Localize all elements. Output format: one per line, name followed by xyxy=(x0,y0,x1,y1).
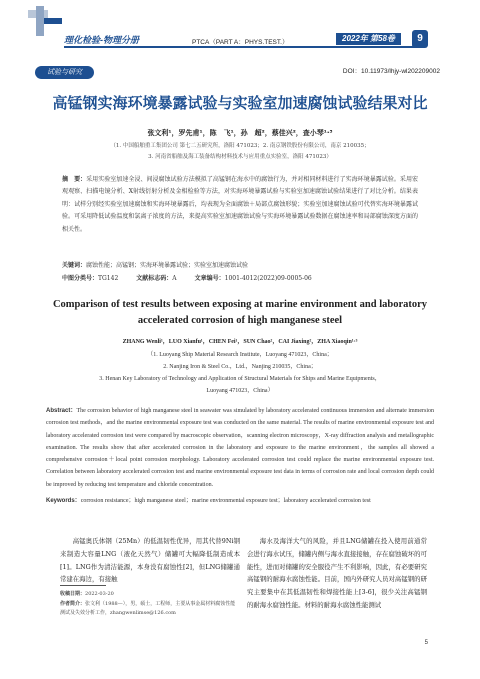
clc-label: 中图分类号： xyxy=(62,275,99,282)
journal-logo-icon xyxy=(28,6,62,36)
keywords-cn-text: 腐蚀性能；高锰钢；实海环境暴露试验；实验室加速腐蚀试验 xyxy=(86,262,249,269)
received-label: 收稿日期： xyxy=(60,591,86,597)
clc-value: TG142 xyxy=(98,275,119,282)
keywords-cn-label: 关键词： xyxy=(62,262,87,269)
article-number-value: 1001-4012(2022)09-0005-06 xyxy=(224,275,312,282)
affiliation-cn-line: （1. 中国船舶重工集团公司 第七二五研究所，洛阳 471023；2. 南京钢铁股份有限公司，南京 210035； xyxy=(110,143,370,149)
title-en: Comparison of test results between exposing at marine environment and laboratory accelerated corrosion of high manganese steel xyxy=(52,299,428,326)
footnote-rule xyxy=(60,585,106,586)
keywords-cn xyxy=(62,260,248,269)
abstract-cn-text: 采用实验室加速全浸、间浸腐蚀试验方法模拟了高锰钢在海水中的腐蚀行为，并对相同材料进行了实海环境暴露试验。采用宏观观察、扫描电镜分析、X射线衍射分析及金相检验等方法，对实海环境暴露试验与实验室加速腐蚀试验结果进行了对比分析。结果表明：试样分别经实验室加速腐蚀和实海环境暴露后，均表现为全面腐蚀＋局部点腐蚀形貌；实验室加速腐蚀试验可代替实海环境暴露试验。可采用降低试验温度和氯离子浓度的方法，来提高实验室加速腐蚀试验与实海环境暴露试验数据在腐蚀速率和局部腐蚀深度方面的相关性。 xyxy=(62,176,418,233)
article-number-label: 文章编号： xyxy=(194,275,225,282)
keywords-en-text: corrosion resistance；high manganese steel；marine environmental exposure test；laboratory accelerated corrosion test xyxy=(80,498,371,504)
title-cn: 高锰钢实海环境暴露试验与实验室加速腐蚀试验结果对比 xyxy=(52,94,428,112)
body-text-left: 高锰奥氏体钢（25Mn）的低温韧性优异，用其代替9Ni钢来制造大容量LNG（液化天然气）储罐可大幅降低制造成本[1]。LNG作为清洁能源，本身没有腐蚀性[2]，但LNG储罐通常建在海边，有接触 xyxy=(60,537,240,584)
affiliation-en-line: （1. Luoyang Ship Material Research Institute，Luoyang 471023，China； xyxy=(147,352,333,358)
authors-cn: 张文利¹，罗先甫¹，陈 飞¹，孙 超²，蔡佳兴²，查小琴¹·³ xyxy=(147,129,333,137)
issue-number-badge: 9 xyxy=(412,30,428,48)
abstract-en-label: Abstract： xyxy=(46,408,77,414)
affiliation-cn-line: 3. 河南省船舶及海工装备结构材料技术与应用重点实验室，洛阳 471023） xyxy=(148,154,332,160)
year-volume-badge: 2022年 第58卷 xyxy=(336,33,401,45)
abstract-en xyxy=(46,405,434,491)
affiliation-en-line: 2. Nanjing Iron & Steel Co.，Ltd.，Nanjing 210035，China； xyxy=(163,364,317,370)
article-meta-cn xyxy=(62,273,312,282)
author-bio-label: 作者简介： xyxy=(60,600,86,607)
affiliation-en-line: Luoyang 471023，China） xyxy=(206,388,274,394)
authors-en: ZHANG Wenli¹，LUO Xianfu¹，CHEN Fei¹，SUN Chao²，CAI Jiaxing²，ZHA Xiaoqin¹·³ xyxy=(122,339,358,345)
doc-code-label: 文献标志码： xyxy=(136,275,173,282)
abstract-en-text: The corrosion behavior of high manganese steel in seawater was simulated by laboratory accelerated continuous immersion and alternate immersion corrosion test methods，and the marine environmental exposure test was conducted on the same material. The results of marine environmental exposure test and laboratory accelerated corrosion test were compared by macroscopic observation，scanning electron microscopy，X-ray diffraction analysis and metallographic examination. The results show that after accelerated corrosion in the laboratory and exposure to the marine environment，the samples all showed a comprehensive corrosion＋local point corrosion morphology. Laboratory accelerated corrosion test could replace the marine environmental exposure test. Correlation between laboratory accelerated corrosion test and marine environmental exposure test data in terms of corrosion rate and local corrosion depth could be improved by reducing test temperature and chloride concentration. xyxy=(46,408,434,488)
journal-name-en: PTCA（PART A：PHYS.TEST.） xyxy=(192,39,289,46)
keywords-en-label: Keywords： xyxy=(46,498,81,504)
page-number: 5 xyxy=(424,640,428,646)
doi: DOI：10.11973/lhjy-wl202209002 xyxy=(342,68,440,75)
keywords-en xyxy=(46,495,434,507)
abstract-cn xyxy=(62,174,418,236)
affiliation-en-line: 3. Henan Key Laboratory of Technology and Application of Structural Materials for Ships and Marine Equipments， xyxy=(99,376,381,382)
body-text-right: 海水及海洋大气的风险，并且LNG储罐在投入使用前通常会进行海水试压，储罐内侧与海水直接接触，存在腐蚀破坏的可能性，进而对储罐的安全服役产生不利影响，因此，有必要研究高锰钢的耐海水腐蚀性能。目前，国内外研究人员对高锰钢的研究主要集中在其低温韧性和焊接性能上[3-6]，很少关注高锰钢的耐海水腐蚀性能。材料的耐海水腐蚀性能测试 xyxy=(247,537,427,609)
doc-code-value: A xyxy=(172,275,177,282)
footnote xyxy=(60,590,240,619)
abstract-cn-label: 摘 要： xyxy=(62,176,87,183)
header-rule xyxy=(64,46,416,48)
author-bio: 张文利（1988—），男，硕士，工程师，主要从事金属材料腐蚀性能测试及失效分析工作，zhangwenlimse@126.com xyxy=(60,600,236,617)
journal-name-cn: 理化检验-物理分册 xyxy=(64,35,139,45)
received-date: 2022-03-20 xyxy=(85,591,114,597)
section-tag: 试验与研究 xyxy=(35,66,94,79)
